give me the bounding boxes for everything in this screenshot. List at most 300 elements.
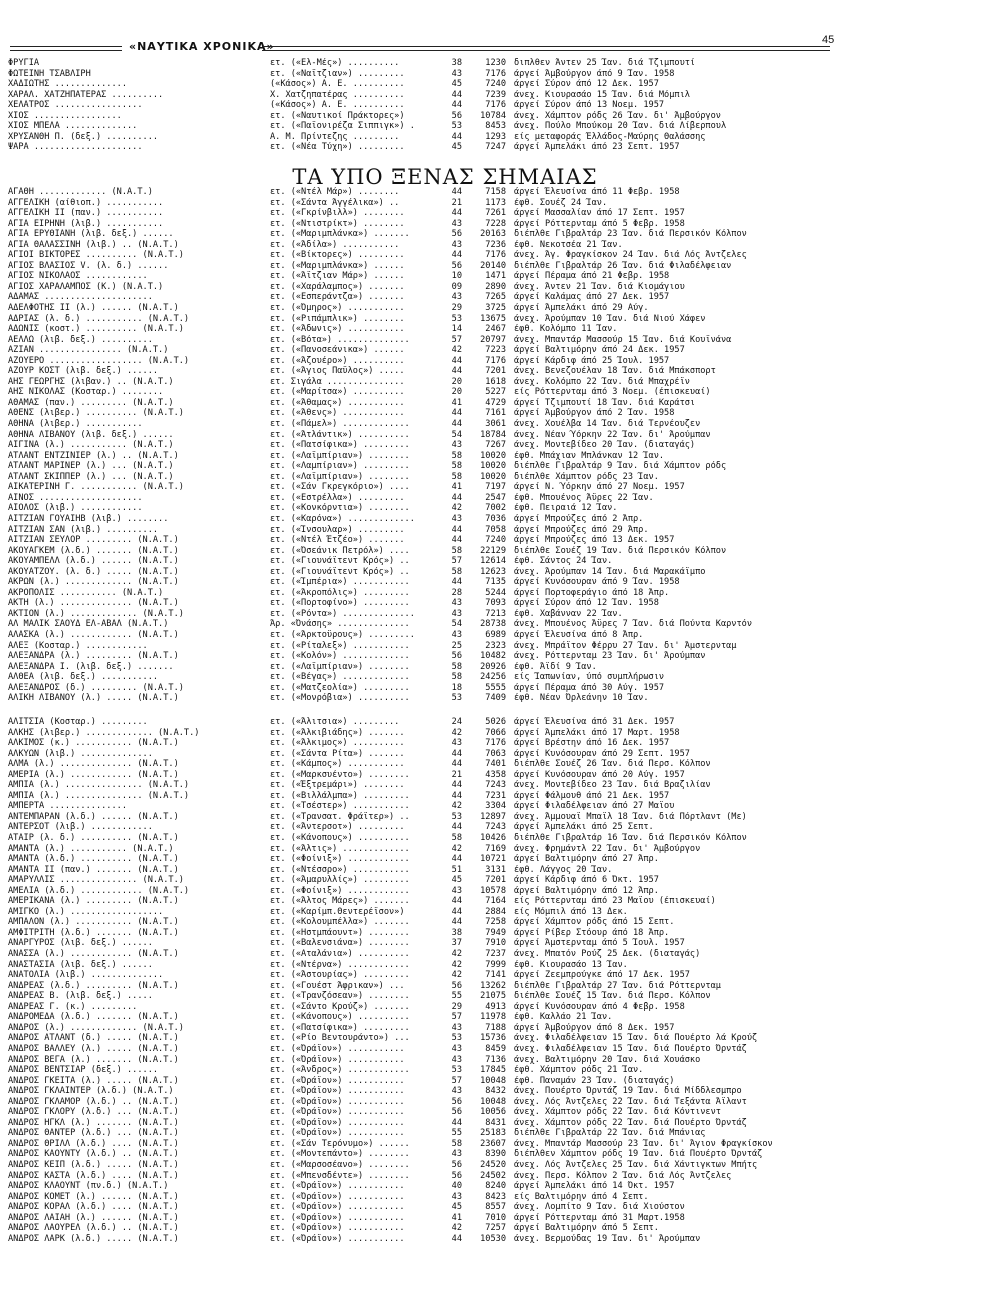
- owner-cell: ετ. («Όράϊον») ...........: [270, 1107, 405, 1118]
- owner-cell: ετ. («Όράϊον») ...........: [270, 1212, 405, 1223]
- status-cell: άργεί Ν. Ύόρκην άπό 27 Νοεμ. 1957: [514, 482, 685, 493]
- tonnage-cell: 21075: [480, 991, 506, 1002]
- table-row: [8, 875, 838, 886]
- table-row: [8, 949, 838, 960]
- built-year-cell: 56: [451, 110, 462, 121]
- built-year-cell: 29: [451, 1001, 462, 1012]
- tonnage-cell: 7258: [485, 917, 506, 928]
- status-cell: διέπλθε Σουέζ 19 Ίαν. διά Περσικόν Κόλπον: [514, 545, 727, 556]
- ship-name-cell: ΑΝΔΡΟΜΕΔΑ (λ.δ.) ....... (Ν.Α.Τ.): [8, 1012, 179, 1023]
- status-cell: άνεχ. Μπράϊτον Φέρρυ 27 Ίαν. δι' Άμστερνταμ: [514, 640, 737, 651]
- owner-cell: ετ. («Γιουνάϊτεντ Κρός») ..: [270, 566, 410, 577]
- owner-cell: ετ. («Όσεάνικ Πετρόλ») ....: [270, 545, 410, 556]
- owner-cell: ετ. Σιγάλα ...............: [270, 376, 405, 387]
- tonnage-cell: 7228: [485, 218, 506, 229]
- status-cell: άνεχ. Λός Άντζελες 22 Ίαν. διά Τεξάντα Άϊλαντ: [514, 1096, 747, 1107]
- ship-name-cell: ΧΕΛΑΤΡΟΣ .................: [8, 100, 143, 111]
- table-row: [8, 142, 838, 153]
- built-year-cell: 56: [451, 260, 462, 271]
- tonnage-cell: 7058: [485, 524, 506, 535]
- table-row: [8, 440, 838, 451]
- status-cell: άργεί Σύρον άπό 13 Νοεμ. 1957: [514, 100, 665, 111]
- status-cell: είς Μόμπιλ άπό 13 Δεκ.: [514, 906, 628, 917]
- table-row: [8, 219, 838, 230]
- built-year-cell: 53: [451, 1033, 462, 1044]
- tonnage-cell: 7197: [485, 482, 506, 493]
- tonnage-cell: 7036: [485, 513, 506, 524]
- table-row: [8, 398, 838, 409]
- table-row: [8, 598, 838, 609]
- tonnage-cell: 2884: [485, 906, 506, 917]
- status-cell: διέπλθε Γιβραλτάρ 9 Ίαν. διά Χάμπτον ρόδς: [514, 461, 727, 472]
- status-cell: άργεί Μπρούζες άπό 13 Δεκ. 1957: [514, 535, 675, 546]
- owner-cell: ετ. («Ναυτικοί Πράκτορες»): [270, 110, 405, 121]
- status-cell: άργεί Σύρον άπό 12 Ίαν. 1958: [514, 598, 659, 609]
- built-year-cell: 54: [451, 619, 462, 630]
- ship-name-cell: ΑΝΔΡΟΣ ΑΤΛΑΝΤ (δ.) ..... (Ν.Α.Τ.): [8, 1033, 179, 1044]
- built-year-cell: 43: [451, 885, 462, 896]
- built-year-cell: 57: [451, 1012, 462, 1023]
- tonnage-cell: 24502: [480, 1170, 506, 1181]
- owner-cell: ετ. («Άλτις») .............: [270, 843, 410, 854]
- owner-cell: ετ. («Μαρκσυέντο») ........: [270, 769, 410, 780]
- tonnage-cell: 5227: [485, 387, 506, 398]
- status-cell: άργεί Καλάμας άπό 27 Δεκ. 1957: [514, 292, 670, 303]
- ship-name-cell: ΑΝΔΡΟΣ ΒΕΓΑ (λ.) ....... (Ν.Α.Τ.): [8, 1054, 179, 1065]
- built-year-cell: 44: [451, 1117, 462, 1128]
- status-cell: άργεί Τζιμπουτί 18 Ίαν. διά Καράτσι: [514, 397, 696, 408]
- owner-cell: ετ. («Άδίλα») ...........: [270, 239, 400, 250]
- status-cell: άργεί Κάρδιφ άπό 25 Ίουλ. 1957: [514, 355, 670, 366]
- owner-cell: ετ. («Μοντεπάντο») ........: [270, 1149, 410, 1160]
- status-cell: άργεί Κυνόσουραν άπό 29 Σεπτ. 1957: [514, 748, 690, 759]
- ship-name-cell: ΑΚΟΥΑΜΠΕΛΛ (λ.δ.) ...... (Ν.Α.Τ.): [8, 556, 179, 567]
- owner-cell: ετ. («Έξτρεμάρι») ........: [270, 780, 405, 791]
- status-cell: άργεί Έλευσίνα άπό 11 Φεβρ. 1958: [514, 187, 680, 197]
- tonnage-cell: 7401: [485, 759, 506, 770]
- tonnage-cell: 7239: [485, 89, 506, 100]
- ship-name-cell: ΧΡΥΣΑΝΘΗ Π. (δεξ.) ..........: [8, 131, 159, 142]
- built-year-cell: 43: [451, 1054, 462, 1065]
- built-year-cell: 45: [451, 1202, 462, 1213]
- ship-name-cell: ΑΝΔΡΟΣ ΚΕΪΠ (λ.δ.) ..... (Ν.Α.Τ.): [8, 1159, 179, 1170]
- status-cell: έφθ. Λάγγος 20 Ίαν.: [514, 864, 613, 875]
- table-row: [8, 366, 838, 377]
- status-cell: έφθ. Χάμπτον ρόδς 21 Ίαν.: [514, 1065, 644, 1076]
- ship-name-cell: ΑΓΙΟΣ ΧΑΡΑΛΑΜΠΟΣ (Κ.) (Ν.Α.Τ.): [8, 281, 164, 292]
- owner-cell: ετ. («Τρανζόσεαν») ........: [270, 991, 410, 1002]
- owner-cell: ετ. («Άστουρίας») .........: [270, 970, 410, 981]
- built-year-cell: 58: [451, 566, 462, 577]
- table-row: [8, 198, 838, 209]
- built-year-cell: 44: [451, 854, 462, 865]
- built-year-cell: 58: [451, 450, 462, 461]
- tonnage-cell: 10020: [480, 450, 506, 461]
- table-row: [8, 187, 838, 198]
- status-cell: άργεί Φιλαδέλφειαν άπό 27 Μαΐου: [514, 801, 675, 812]
- ship-name-cell: ΑΗΣ ΓΕΩΡΓΗΣ (λιβαν.) .. (Ν.Α.Τ.): [8, 376, 174, 387]
- tonnage-cell: 5555: [485, 682, 506, 693]
- ship-name-cell: ΑΓΙΑ ΕΙΡΗΝΗ (λιβ.) ...........: [8, 218, 164, 229]
- ship-name-cell: ΑΝΔΡΟΣ ΓΚΛΟΡΥ (λ.δ.) ... (Ν.Α.Τ.): [8, 1107, 179, 1118]
- table-row: [8, 461, 838, 472]
- owner-cell: ετ. («Άρκτοΰρους») .........: [270, 629, 415, 640]
- built-year-cell: 20: [451, 387, 462, 398]
- built-year-cell: 58: [451, 461, 462, 472]
- tonnage-cell: 1173: [485, 197, 506, 208]
- built-year-cell: 20: [451, 376, 462, 387]
- tonnage-cell: 17845: [480, 1065, 506, 1076]
- ship-name-cell: ΑΓΙΟΣ ΒΛΑΣΙΟΣ V. (λ. δ.) ......: [8, 260, 169, 271]
- foreign-flag-table-b: [8, 717, 838, 1244]
- built-year-cell: 56: [451, 1096, 462, 1107]
- owner-cell: ετ. («Ντέρνα») ............: [270, 959, 410, 970]
- built-year-cell: 42: [451, 503, 462, 514]
- tonnage-cell: 7265: [485, 292, 506, 303]
- ship-name-cell: ΑΝΑΣΣΑ (λ.) ............ (Ν.Α.Τ.): [8, 949, 179, 960]
- tonnage-cell: 25183: [480, 1128, 506, 1139]
- built-year-cell: 28: [451, 587, 462, 598]
- status-cell: διέπλθε Γιβραλτάρ 16 Ίαν. διά Περσικόν Κόλπον: [514, 833, 747, 844]
- ship-name-cell: ΑΙΓΙΝΑ (λ.) ........... (Ν.Α.Τ.): [8, 440, 174, 451]
- status-cell: έφθ. Άϊδί 9 Ίαν.: [514, 661, 597, 672]
- ship-name-cell: ΧΙΟΣ .................: [8, 110, 122, 121]
- owner-cell: ετ. («Όράϊον») ...........: [270, 1202, 405, 1213]
- table-row: [8, 377, 838, 388]
- tonnage-cell: 7910: [485, 938, 506, 949]
- ship-name-cell: ΑΝΑΤΟΛΙΑ (λιβ.) ..............: [8, 970, 164, 981]
- status-cell: άνεχ. Άγ. Φραγκίσκον 24 Ίαν. διά Λός Άντζελες: [514, 250, 747, 261]
- table-row: [8, 1012, 838, 1023]
- tonnage-cell: 7267: [485, 440, 506, 451]
- owner-cell: ετ. («Άντερσοτ») .........: [270, 822, 405, 833]
- table-row: [8, 844, 838, 855]
- status-cell: έφθ. Χαβάνναν 22 Ίαν.: [514, 608, 623, 619]
- tonnage-cell: 10482: [480, 651, 506, 662]
- status-cell: έφθ. Μπάχιαν Μπλάνκαν 12 Ίαν.: [514, 450, 665, 461]
- tonnage-cell: 18784: [480, 429, 506, 440]
- owner-cell: ετ. («Κάνοπους») ..........: [270, 833, 410, 844]
- page-number: 45: [822, 34, 835, 46]
- status-cell: άνεχ. Βενεζουέλαν 18 Ίαν. διά Μπάκσπορτ: [514, 366, 716, 377]
- ship-name-cell: ΑΜΙΓΚΟ (λ.) ..................: [8, 906, 164, 917]
- status-cell: άνεχ. Άρούμπαν 10 Ίαν. διά Νιού Χάφεν: [514, 313, 706, 324]
- table-row: [8, 69, 838, 80]
- built-year-cell: 53: [451, 121, 462, 132]
- owner-cell: («Κάσος») Α. Ε. ..........: [270, 79, 405, 90]
- table-row: [8, 303, 838, 314]
- built-year-cell: 43: [451, 440, 462, 451]
- table-row: [8, 324, 838, 335]
- owner-cell: ετ. («Εστρέλλα») .........: [270, 492, 405, 503]
- status-cell: διέπλθε Γιβραλτάρ 26 Ίαν. διά Φιλαδέλφειαν: [514, 260, 732, 271]
- table-row: [8, 1086, 838, 1097]
- table-row: [8, 1097, 838, 1108]
- ship-name-cell: ΑΜΕΛΙΑ (λ.δ.) ............ (Ν.Α.Τ.): [8, 885, 190, 896]
- owner-cell: ετ. («Ντέλ Έτζέο») .......: [270, 535, 405, 546]
- built-year-cell: 45: [451, 875, 462, 886]
- status-cell: είς Βαλτιμόρην άπό 4 Σεπτ.: [514, 1191, 649, 1202]
- table-row: [8, 535, 838, 546]
- built-year-cell: 43: [451, 1086, 462, 1097]
- owner-cell: ετ. («Πατσίφικα») .........: [270, 440, 410, 451]
- owner-cell: ετ. («Όράϊον») ...........: [270, 1043, 405, 1054]
- ship-name-cell: ΑΓΓΕΛΙΚΗ ΙΙ (παν.) ...........: [8, 208, 164, 219]
- tonnage-cell: 10020: [480, 461, 506, 472]
- table-row: [8, 132, 838, 143]
- ship-name-cell: ΑΔΩΝΙΣ (κοστ.) .......... (Ν.Α.Τ.): [8, 324, 184, 335]
- status-cell: άργεί Κάρδιφ άπό 6 Όκτ. 1957: [514, 875, 659, 886]
- tonnage-cell: 10784: [480, 110, 506, 121]
- tonnage-cell: 7240: [485, 535, 506, 546]
- owner-cell: ετ. («Ντιστρίκτ») ........: [270, 218, 405, 229]
- tonnage-cell: 7247: [485, 142, 506, 153]
- tonnage-cell: 7240: [485, 79, 506, 90]
- owner-cell: ετ. («Γουέστ Άφρικαν») ...: [270, 980, 405, 991]
- tonnage-cell: 10056: [480, 1107, 506, 1118]
- built-year-cell: 44: [451, 355, 462, 366]
- tonnage-cell: 20140: [480, 260, 506, 271]
- tonnage-cell: 7141: [485, 970, 506, 981]
- table-row: [8, 833, 838, 844]
- status-cell: άνεχ. Μπουένος Άϋρες 7 Ίαν. διά Πούντα Καρντόν: [514, 619, 752, 630]
- status-cell: άνεχ. Κιουρασάο 15 Ίαν. διά Μόμπιλ: [514, 89, 690, 100]
- built-year-cell: 44: [451, 100, 462, 111]
- status-cell: άνεχ. Μοντεβίδεο 23 Ίαν. διά Βραζιλίαν: [514, 780, 711, 791]
- owner-cell: ετ. («Ντέλ Μάρ») ........: [270, 187, 400, 197]
- built-year-cell: 44: [451, 524, 462, 535]
- status-cell: άργεί Πέραμα άπό 30 Αύγ. 1957: [514, 682, 665, 693]
- tonnage-cell: 3304: [485, 801, 506, 812]
- tonnage-cell: 7223: [485, 345, 506, 356]
- tonnage-cell: 23607: [480, 1138, 506, 1149]
- tonnage-cell: 8557: [485, 1202, 506, 1213]
- status-cell: άνεχ. Χουέλβα 14 Ίαν. διά Τερνέουζεν: [514, 419, 701, 430]
- table-row: [8, 1065, 838, 1076]
- owner-cell: ετ. («Μπενσδέντε») ........: [270, 1170, 410, 1181]
- table-row: [8, 1160, 838, 1171]
- greek-flag-table: [8, 58, 838, 153]
- ship-name-cell: ΑΗΣ ΝΙΚΟΛΑΣ (Κοσταρ.) ........: [8, 387, 164, 398]
- owner-cell: ετ. («Άϊτζιαν Μάρ») ......: [270, 271, 405, 282]
- built-year-cell: 55: [451, 1128, 462, 1139]
- table-row: [8, 1149, 838, 1160]
- ship-name-cell: ΑΜΑΝΤΑ (λ.) ........... (Ν.Α.Τ.): [8, 843, 174, 854]
- table-row: [8, 588, 838, 599]
- ship-name-cell: ΑΙΤΖΙΑΝ ΣΕΫΛΟΡ ......... (Ν.Α.Τ.): [8, 535, 179, 546]
- owner-cell: ετ. («Μαρίτσα») ..........: [270, 387, 405, 398]
- status-cell: άνεχ. Πούλο Μπούκομ 20 Ίαν. διά Λίβερπουλ: [514, 121, 727, 132]
- tonnage-cell: 7243: [485, 780, 506, 791]
- ship-name-cell: ΑΘΗΝΑ ΛΙΒΑΝΟΥ (λιβ. δεξ.) ......: [8, 429, 174, 440]
- status-cell: είς Ίαπωνίαν, ύπό συμπλήρωσιν: [514, 672, 665, 683]
- table-row: [8, 886, 838, 897]
- built-year-cell: 44: [451, 131, 462, 142]
- table-row: [8, 111, 838, 122]
- table-row: [8, 58, 838, 69]
- ship-name-cell: ΑΜΦΙΤΡΙΤΗ (λ.δ.) ....... (Ν.Α.Τ.): [8, 927, 179, 938]
- built-year-cell: 44: [451, 408, 462, 419]
- status-cell: άνεχ. Κολόμπο 22 Ίαν. διά Μπαχρέϊν: [514, 376, 690, 387]
- ship-name-cell: ΑΙΤΖΙΑΝ ΓΟΥΑΪΗΒ (λιβ.) ........: [8, 513, 169, 524]
- ship-name-cell: ΑΙΚΑΤΕΡΙΝΗ Γ. ........... (Ν.Α.Τ.): [8, 482, 184, 493]
- built-year-cell: 44: [451, 917, 462, 928]
- owner-cell: ετ. («Τσέστερ») ...........: [270, 801, 410, 812]
- tonnage-cell: 7261: [485, 208, 506, 219]
- status-cell: έφθ. Κολόμπο 11 Ίαν.: [514, 324, 618, 335]
- built-year-cell: 44: [451, 822, 462, 833]
- ship-name-cell: ΑΜΠΕΡΤΑ ...............: [8, 801, 127, 812]
- built-year-cell: 42: [451, 970, 462, 981]
- status-cell: έφθ. Κιουρασάο 13 Ίαν.: [514, 959, 628, 970]
- status-cell: άνεχ. Βαλτιμόρην 20 Ίαν. διά Χουάσκο: [514, 1054, 701, 1065]
- status-cell: άργεί Χάμπτον ρόδς άπό 15 Σεπτ.: [514, 917, 675, 928]
- table-row: [8, 981, 838, 992]
- owner-cell: Α. Μ. Πρίντεζης .........: [270, 131, 400, 142]
- ship-name-cell: ΑΓΙΑ ΘΑΛΑΣΣΙΝΗ (λιβ.) .. (Ν.Α.Τ.): [8, 239, 179, 250]
- built-year-cell: 44: [451, 492, 462, 503]
- section-heading: ΤΑ ΥΠΟ ΞΕΝΑΣ ΣΗΜΑΙΑΣ: [292, 165, 598, 189]
- owner-cell: ετ. («Κάμπος») ...........: [270, 759, 405, 770]
- table-row: [8, 717, 838, 728]
- table-row: [8, 240, 838, 251]
- status-cell: έφθ. Μπουένος Άϋρες 22 Ίαν.: [514, 492, 654, 503]
- tonnage-cell: 7176: [485, 250, 506, 261]
- ship-name-cell: ΑΝΔΡΟΣ ΚΟΜΕΤ (λ.) ...... (Ν.Α.Τ.): [8, 1191, 179, 1202]
- tonnage-cell: 7002: [485, 503, 506, 514]
- owner-cell: ετ. («Ναϊτζιαν») .........: [270, 68, 405, 79]
- ship-name-cell: ΑΤΛΑΝΤ ΜΑΡΙΝΕΡ (λ.) ... (Ν.Α.Τ.): [8, 461, 174, 472]
- ship-name-cell: ΑΝΔΡΟΣ ΚΛΑΟΥΝΤ (πν.δ.) (Ν.Α.Τ.): [8, 1181, 169, 1192]
- built-year-cell: 43: [451, 1191, 462, 1202]
- tonnage-cell: 7010: [485, 1212, 506, 1223]
- tonnage-cell: 24256: [480, 672, 506, 683]
- ship-name-cell: ΑΙΝΟΣ ....................: [8, 492, 143, 503]
- ship-name-cell: ΑΚΟΥΑΤΖΟΫ. (λ. δ.) ..... (Ν.Α.Τ.): [8, 566, 179, 577]
- built-year-cell: 10: [451, 271, 462, 282]
- table-row: [8, 683, 838, 694]
- built-year-cell: 09: [451, 281, 462, 292]
- built-year-cell: 44: [451, 780, 462, 791]
- owner-cell: ετ. («Άδωνις») ...........: [270, 324, 405, 335]
- table-row: [8, 854, 838, 865]
- ship-name-cell: ΑΘΕΝΣ (λιβερ.) .......... (Ν.Α.Τ.): [8, 408, 184, 419]
- built-year-cell: 44: [451, 759, 462, 770]
- owner-cell: ετ. («Καρόνα») .............: [270, 513, 415, 524]
- table-row: [8, 229, 838, 240]
- owner-cell: ετ. («Ντέσσρο») ...........: [270, 864, 410, 875]
- tonnage-cell: 8453: [485, 121, 506, 132]
- built-year-cell: 37: [451, 938, 462, 949]
- table-row: [8, 801, 838, 812]
- tonnage-cell: 7063: [485, 748, 506, 759]
- table-row: [8, 261, 838, 272]
- built-year-cell: 43: [451, 738, 462, 749]
- tonnage-cell: 7999: [485, 959, 506, 970]
- status-cell: άργεί Ρόττερνταμ άπό 5 Φεβρ. 1958: [514, 218, 685, 229]
- status-cell: άργεί Κυνόσουραν άπό 4 Φεβρ. 1958: [514, 1001, 685, 1012]
- ship-name-cell: ΧΑΡΑΛ. ΧΑΤΖΗΠΑΤΕΡΑΣ ..........: [8, 89, 164, 100]
- built-year-cell: 42: [451, 727, 462, 738]
- ship-name-cell: ΑΕΛΛΩ (λιβ. δεξ.) ..........: [8, 334, 153, 345]
- built-year-cell: 43: [451, 239, 462, 250]
- status-cell: άνεχ. Φιλαδέλφειαν 15 Ίαν. διά Πουέρτο λά Κρούζ: [514, 1033, 758, 1044]
- tonnage-cell: 10530: [480, 1233, 506, 1244]
- status-cell: άργεί Άμβούργον άπό 9 Ίαν. 1958: [514, 68, 675, 79]
- built-year-cell: 38: [451, 58, 462, 68]
- ship-name-cell: ΑΝΔΡΕΑΣ (λ.δ.) ......... (Ν.Α.Τ.): [8, 980, 179, 991]
- built-year-cell: 43: [451, 1043, 462, 1054]
- table-row: [8, 865, 838, 876]
- status-cell: έφθ. Νεκοτσέα 21 Ίαν.: [514, 239, 623, 250]
- built-year-cell: 58: [451, 1138, 462, 1149]
- built-year-cell: 29: [451, 303, 462, 314]
- header-rule-left: [10, 46, 122, 51]
- status-cell: άργεί Μπρούζες άπό 2 Άπρ.: [514, 513, 644, 524]
- table-row: [8, 928, 838, 939]
- ship-name-cell: ΑΖΙΑΝ ................ (Ν.Α.Τ.): [8, 345, 169, 356]
- built-year-cell: 58: [451, 471, 462, 482]
- tonnage-cell: 8423: [485, 1191, 506, 1202]
- owner-cell: ετ. («Όράϊον») ...........: [270, 1181, 405, 1192]
- owner-cell: ετ. («Καρίμπ.Θεντερέϊσον»): [270, 906, 405, 917]
- owner-cell: ετ. («Γιουνάϊτεντ Κρός») ..: [270, 556, 410, 567]
- owner-cell: ετ. («Άζουέρο») ..........: [270, 355, 405, 366]
- ship-name-cell: ΑΝΔΡΟΣ ΛΑΟΥΡΕΛ (λ.δ.) .. (Ν.Α.Τ.): [8, 1223, 179, 1234]
- table-row: [8, 791, 838, 802]
- tonnage-cell: 8390: [485, 1149, 506, 1160]
- tonnage-cell: 10721: [480, 854, 506, 865]
- built-year-cell: 41: [451, 1212, 462, 1223]
- table-row: [8, 419, 838, 430]
- owner-cell: ετ. («Μονρόβια») ..........: [270, 693, 410, 704]
- tonnage-cell: 1230: [485, 58, 506, 68]
- built-year-cell: 43: [451, 1022, 462, 1033]
- ship-name-cell: ΧΑΔΙΩΤΗΣ ..............: [8, 79, 127, 90]
- built-year-cell: 43: [451, 608, 462, 619]
- table-row: [8, 1023, 838, 1034]
- ship-name-cell: ΦΩΤΕΙΝΗ ΤΣΑΒΛΙΡΗ: [8, 68, 91, 79]
- built-year-cell: 56: [451, 1107, 462, 1118]
- status-cell: διέπλθε Σουέζ 15 Ίαν. διά Περσ. Κόλπον: [514, 991, 711, 1002]
- tonnage-cell: 10048: [480, 1075, 506, 1086]
- ship-name-cell: ΑΓΑΘΗ ............. (Ν.Α.Τ.): [8, 187, 153, 197]
- tonnage-cell: 13675: [480, 313, 506, 324]
- table-row: [8, 728, 838, 739]
- tonnage-cell: 7176: [485, 100, 506, 111]
- status-cell: άργεί Άμπελάκι άπό 25 Σεπτ.: [514, 822, 654, 833]
- owner-cell: ετ. («Ριπάμπλικ») ........: [270, 313, 405, 324]
- built-year-cell: 44: [451, 748, 462, 759]
- table-row: [8, 1055, 838, 1066]
- table-row: [8, 314, 838, 325]
- owner-cell: ετ. («Βέγας») .............: [270, 672, 410, 683]
- ship-name-cell: ΑΚΟΥΑΓΚΕΜ (λ.δ.) ....... (Ν.Α.Τ.): [8, 545, 179, 556]
- tonnage-cell: 7188: [485, 1022, 506, 1033]
- owner-cell: ετ. («Ρίο Βεντουράντο») ...: [270, 1033, 410, 1044]
- status-cell: άνεχ. Λομπίτο 9 Ίαν. διά Χιούστον: [514, 1202, 685, 1213]
- built-year-cell: 38: [451, 927, 462, 938]
- built-year-cell: 43: [451, 629, 462, 640]
- owner-cell: ετ. («Όράϊον») ...........: [270, 1096, 405, 1107]
- owner-cell: ετ. («Λαμπίριαν») .........: [270, 461, 410, 472]
- built-year-cell: 24: [451, 717, 462, 727]
- table-row: [8, 482, 838, 493]
- owner-cell: ετ. («Όράϊον») ...........: [270, 1223, 405, 1234]
- ship-name-cell: ΑΘΑΜΑΣ (παν.) ......... (Ν.Α.Τ.): [8, 397, 174, 408]
- table-row: [8, 917, 838, 928]
- built-year-cell: 44: [451, 535, 462, 546]
